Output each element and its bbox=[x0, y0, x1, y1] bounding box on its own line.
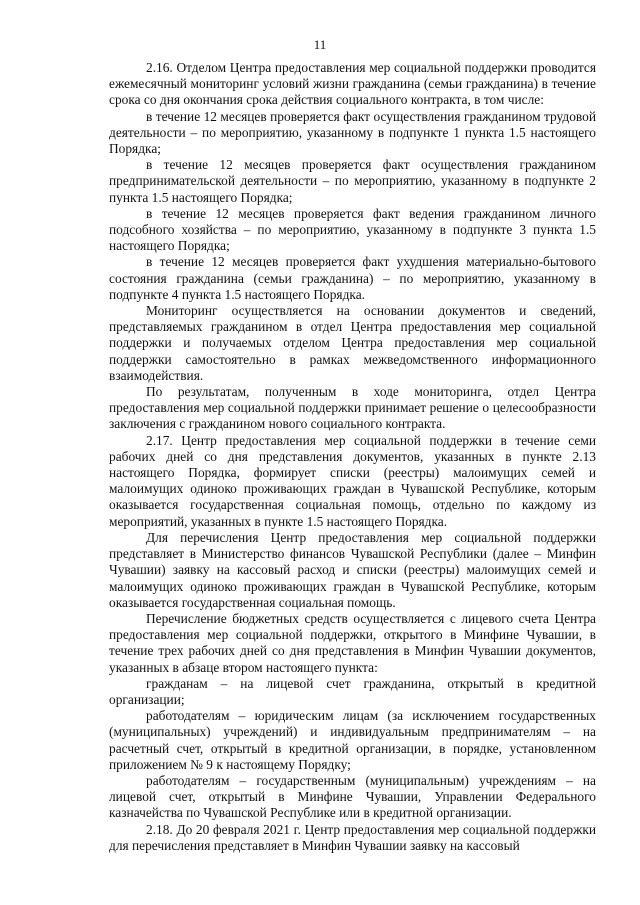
paragraph: работодателям – юридическим лицам (за исключением государственных (муниципальных) учреждений) и индивидуальным предпринимателям – на расчетный счет, открытый в кредитной организации, в порядке, установленном приложением № 9 к настоящему Порядку; bbox=[109, 708, 596, 772]
paragraph: 2.16. Отделом Центра предоставления мер социальной поддержки проводится ежемесячный мониторинг условий жизни гражданина (семьи гражданина) в течение срока со дня окончания срока действия социального контракта, в том числе: bbox=[109, 60, 596, 108]
paragraph: в течение 12 месяцев проверяется факт ухудшения материально-бытового состояния гражданина (семьи гражданина) – по мероприятию, указанному в подпункте 4 пункта 1.5 настоящего Порядка. bbox=[109, 254, 596, 302]
paragraph: в течение 12 месяцев проверяется факт осуществления гражданином трудовой деятельности – по мероприятию, указанному в подпункте 1 пункта 1.5 настоящего Порядка; bbox=[109, 108, 596, 157]
paragraph: работодателям – государственным (муниципальным) учреждениям – на лицевой счет, открытый в Минфине Чувашии, Управлении Федерального казначейства по Чувашской Республике или в кредитной организации. bbox=[109, 772, 596, 821]
paragraph: Для перечисления Центр предоставления мер социальной поддержки представляет в Министерство финансов Чувашской Республики (далее – Минфин Чувашии) заявку на кассовый расход и списки (реестры) малоимущих семей и малоимущих одиноко проживающих граждан в Чувашской Республике, которым оказывается государственная социальная помощь. bbox=[109, 529, 596, 610]
paragraph: Мониторинг осуществляется на основании документов и сведений, представляемых гражданином в отдел Центра предоставления мер социальной поддержки и получаемых отделом Центра предоставления мер социальной поддержки самостоятельно в рамках межведомственного информационного взаимодействия. bbox=[109, 303, 596, 383]
paragraph: гражданам – на лицевой счет гражданина, открытый в кредитной организации; bbox=[109, 675, 596, 707]
paragraph: в течение 12 месяцев проверяется факт осуществления гражданином предпринимательской деятельности – по мероприятию, указанному в подпункте 2 пункта 1.5 настоящего Порядка; bbox=[109, 157, 596, 205]
page-number: 11 bbox=[313, 37, 327, 52]
paragraph: По результатам, полученным в ходе мониторинга, отдел Центра предоставления мер социальной поддержки принимает решение о целесообразности заключения с гражданином нового социального контракта. bbox=[109, 384, 596, 432]
paragraph: 2.17. Центр предоставления мер социальной поддержки в течение семи рабочих дней со дня представления документов, указанных в пункте 2.13 настоящего Порядка, формирует списки (реестры) малоимущих семей и малоимущих одиноко проживающих граждан в Чувашской Республике, которым оказывается государственная социальная помощь, отдельно по каждому из мероприятий, указанных в пункте 1.5 настоящего Порядка. bbox=[109, 432, 596, 529]
paragraph: в течение 12 месяцев проверяется факт ведения гражданином личного подсобного хозяйства – по мероприятию, указанному в подпункте 3 пункта 1.5 настоящего Порядка; bbox=[109, 205, 596, 254]
paragraph: 2.18. До 20 февраля 2021 г. Центр предоставления мер социальной поддержки для перечисления представляет в Минфин Чувашии заявку на кассовый bbox=[109, 821, 596, 853]
paragraph: Перечисление бюджетных средств осуществляется с лицевого счета Центра предоставления мер социальной поддержки, открытого в Минфине Чувашии, в течение трех рабочих дней со дня представления в Минфин Чувашии документов, указанных в абзаце втором настоящего пункта: bbox=[109, 610, 596, 675]
document-body bbox=[109, 60, 596, 854]
